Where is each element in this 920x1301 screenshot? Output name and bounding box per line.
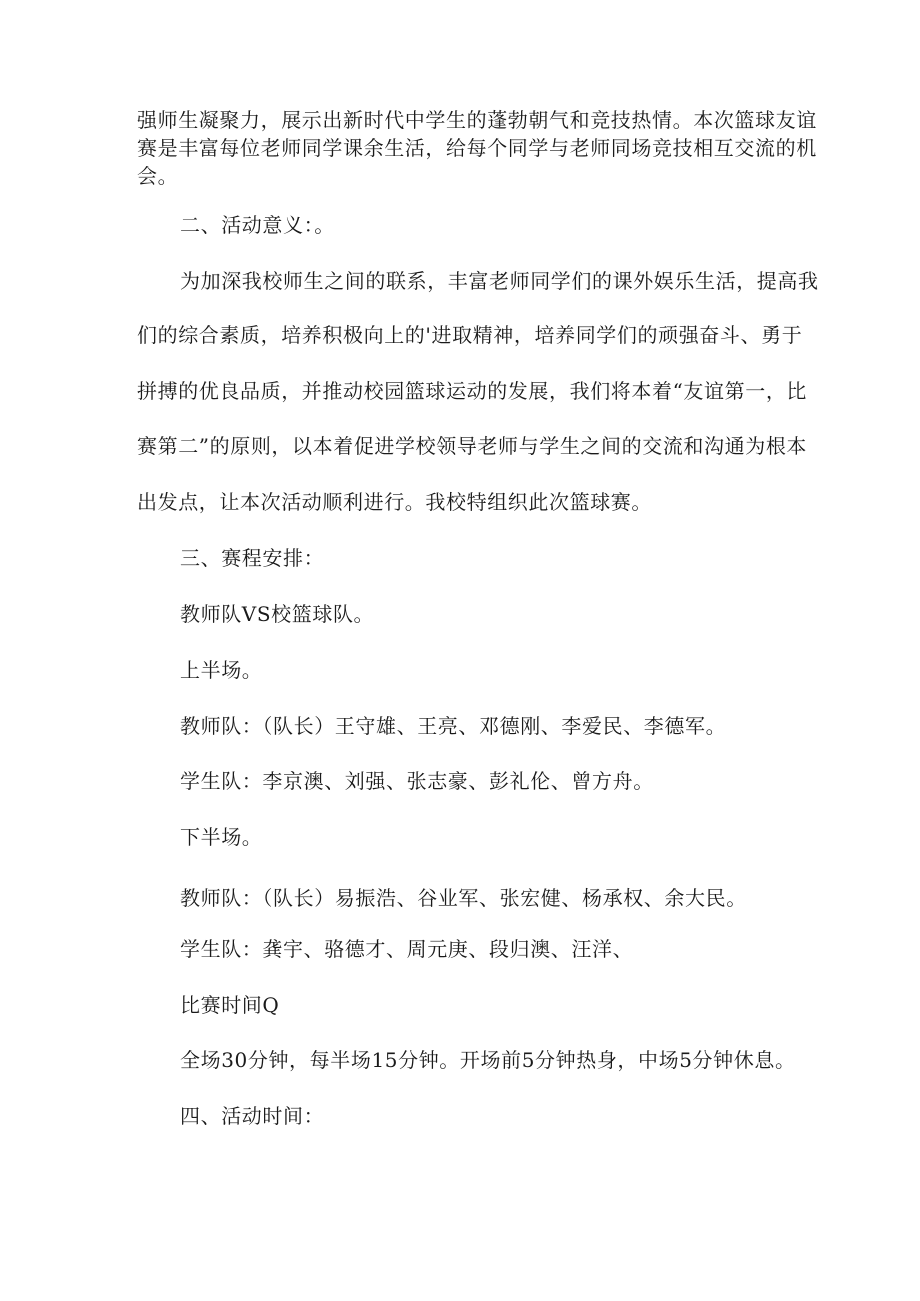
- intro-text-line-1: 强师生凝聚力，展示出新时代中学生的蓬勃朝气和竞技热情。本次篮球友谊: [137, 108, 817, 132]
- match-time-detail: 全场30分钟，每半场15分钟。开场前5分钟热身，中场5分钟休息。: [180, 1048, 796, 1072]
- match-time-heading: 比赛时间Q: [180, 993, 280, 1017]
- significance-line-2: 们的综合素质，培养积极向上的'进取精神，培养同学们的顽强奋斗、勇于: [137, 323, 803, 347]
- matchup-text: 教师队VS校篮球队。: [180, 602, 375, 626]
- second-half-students: 学生队：龚宇、骆德才、周元庚、段归澳、汪洋、: [180, 937, 634, 961]
- significance-line-5: 出发点，让本次活动顺利进行。我校特组织此次篮球赛。: [137, 490, 652, 514]
- heading-activity-time: 四、活动时间：: [180, 1104, 325, 1128]
- significance-line-1: 为加深我校师生之间的联系，丰富老师同学们的课外娱乐生活，提高我: [180, 269, 819, 293]
- significance-line-4: 赛第二”的原则，以本着促进学校领导老师与学生之间的交流和沟通为根本: [137, 434, 808, 458]
- first-half-label: 上半场。: [180, 658, 263, 682]
- intro-text-line-2: 赛是丰富每位老师同学课余生活，给每个同学与老师同场竞技相互交流的机: [137, 136, 817, 160]
- first-half-teachers: 教师队：（队长）王守雄、王亮、邓德刚、李爱民、李德军。: [180, 714, 727, 738]
- heading-schedule: 三、赛程安排：: [180, 546, 325, 570]
- significance-line-3: 拼搏的优良品质，并推动校园篮球运动的发展，我们将本着“友谊第一，比: [137, 379, 808, 403]
- intro-text-line-3: 会。: [137, 164, 179, 188]
- second-half-label: 下半场。: [180, 825, 263, 849]
- second-half-teachers: 教师队：（队长）易振浩、谷业军、张宏健、杨承权、余大民。: [180, 886, 747, 910]
- first-half-students: 学生队：李京澳、刘强、张志豪、彭礼伦、曾方舟。: [180, 769, 654, 793]
- heading-significance: 二、活动意义：。: [180, 213, 335, 237]
